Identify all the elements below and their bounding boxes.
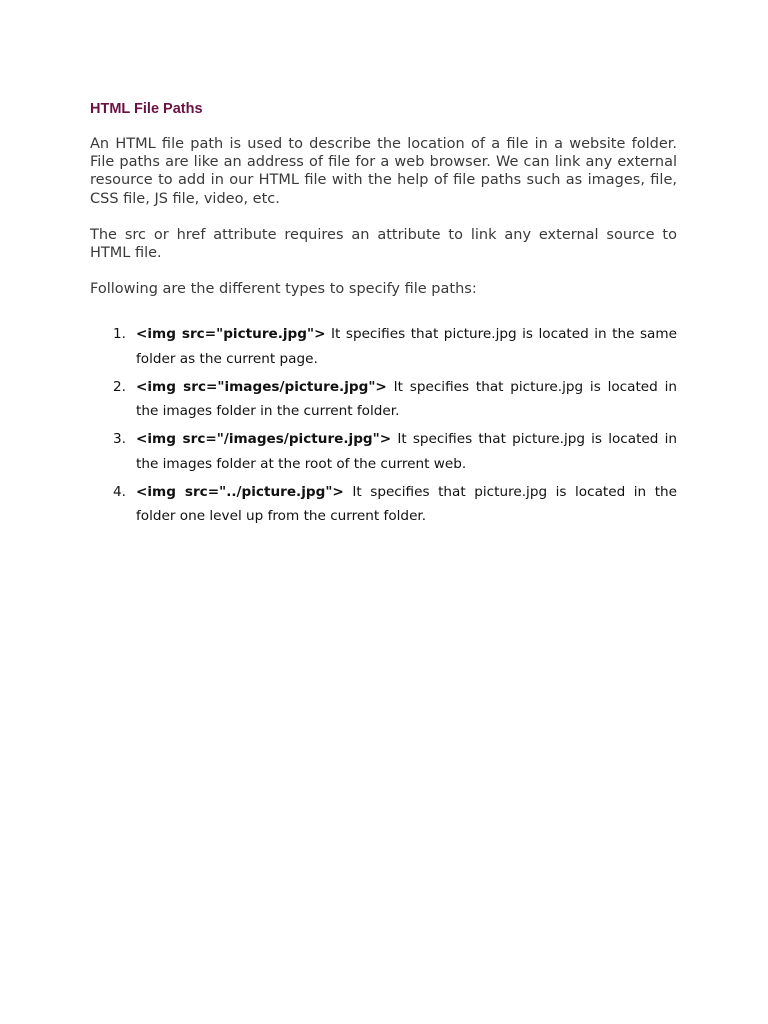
list-item (90, 322, 677, 371)
list-item (90, 480, 677, 529)
list-item-code: <img src="images/picture.jpg"> (136, 378, 387, 395)
src-href-paragraph: The src or href attribute requires an attribute to link any external source to HTML file. (90, 226, 677, 262)
list-item-text: It specifies that picture.jpg is located in the same folder as the current page. (136, 326, 677, 367)
list-item-code: <img src="/images/picture.jpg"> (136, 431, 392, 448)
document-page (90, 100, 677, 532)
list-item-text: It specifies that picture.jpg is located in the folder one level up from the current folder. (136, 483, 677, 525)
list-item-number: 3. (113, 431, 126, 448)
page-title: HTML File Paths (90, 101, 203, 117)
list-item-code: <img src="picture.jpg"> (136, 326, 326, 343)
types-intro-paragraph: Following are the different types to specify file paths: (90, 281, 477, 298)
list-item-number: 1. (113, 326, 126, 343)
list-item-number: 2. (113, 378, 126, 395)
list-item-text: It specifies that picture.jpg is located in the images folder in the current folder. (136, 378, 677, 420)
list-item-text: It specifies that picture.jpg is located in the images folder at the root of the current web. (136, 431, 677, 472)
list-item-code: <img src="../picture.jpg"> (136, 483, 344, 500)
intro-paragraph: An HTML file path is used to describe the location of a file in a website folder. File paths are like an address of file for a web browser. We can link any external resource to add in our HTML file with the help of file paths such as images, file, CSS file, JS file, video, etc. (90, 136, 677, 207)
list-item (90, 427, 677, 476)
list-item-number: 4. (113, 483, 126, 500)
file-path-list (90, 322, 677, 529)
list-item (90, 375, 677, 424)
